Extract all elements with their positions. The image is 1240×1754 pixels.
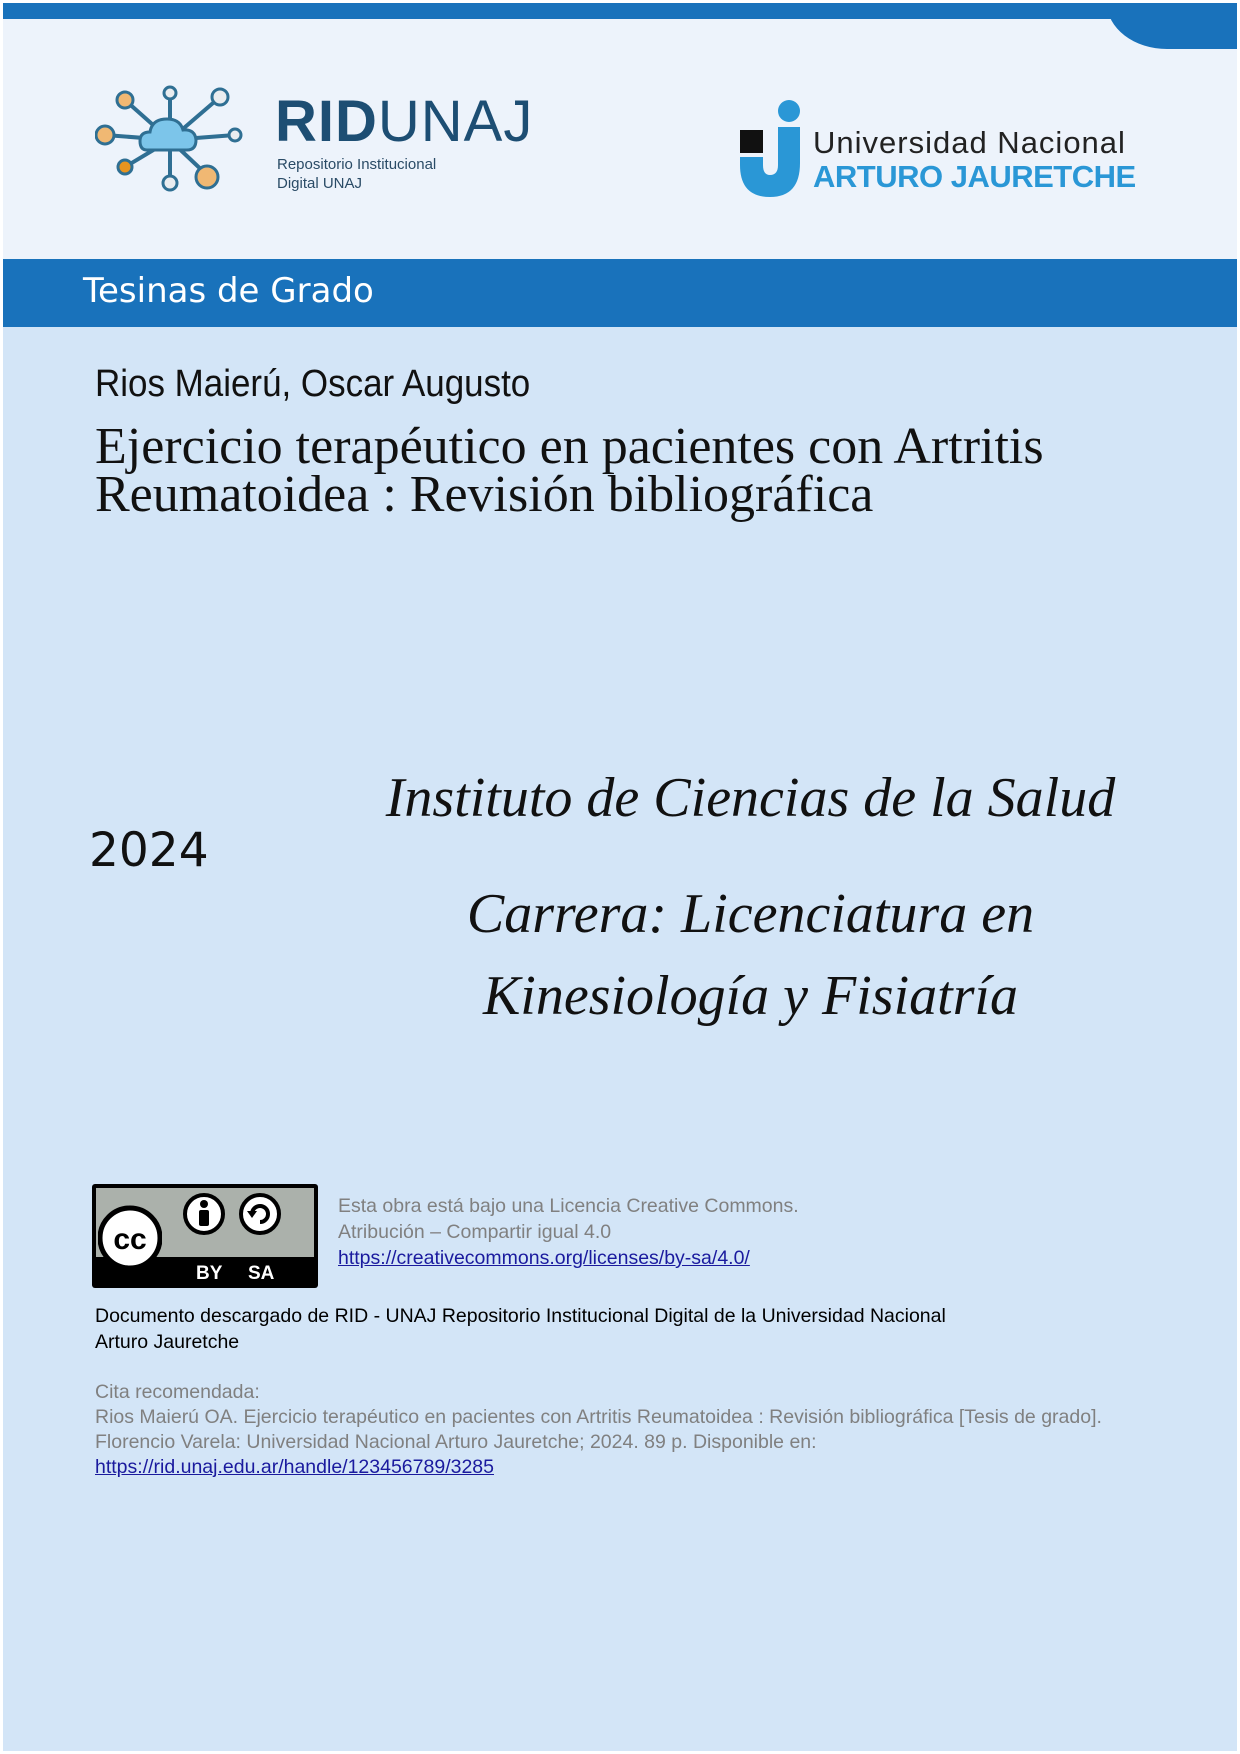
document-title: Ejercicio terapéutico en pacientes con Artritis Reumatoidea : Revisión bibliográfica <box>95 418 1044 523</box>
download-note: Documento descargado de RID - UNAJ Repositorio Institucional Digital de la Universidad Nacional Arturo Jauretche <box>95 1305 946 1353</box>
license-line2: Atribución – Compartir igual 4.0 <box>338 1221 612 1243</box>
cc-by-sa-badge[interactable] <box>92 1184 318 1288</box>
unaj-j-icon <box>738 99 804 199</box>
collection-label: Tesinas de Grado <box>83 271 374 311</box>
top-stripe <box>3 3 1237 19</box>
badge-by-label: BY <box>196 1263 223 1284</box>
rid-subtitle: Repositorio Institucional Digital UNAJ <box>277 156 437 192</box>
collection-banner <box>3 259 1237 327</box>
badge-sa-label: SA <box>248 1263 275 1284</box>
citation-heading: Cita recomendada: <box>95 1381 260 1403</box>
citation-text: Rios Maierú OA. Ejercicio terapéutico en pacientes con Artritis Reumatoidea : Revisión bibliográfica [Tesis de grado]. Florencio Varela: Universidad Nacional Arturo Jauretche; 2024. 89 p. Disponible en: <box>95 1406 1102 1453</box>
publication-year: 2024 <box>89 823 209 878</box>
recommended-citation <box>95 1380 1155 1480</box>
attribution-icon <box>182 1192 226 1236</box>
ridunaj-logo <box>95 85 534 215</box>
license-line1: Esta obra está bajo una Licencia Creative Commons. <box>338 1195 799 1217</box>
license-link[interactable]: https://creativecommons.org/licenses/by-sa/4.0/ <box>338 1247 750 1269</box>
top-corner-tab <box>1107 3 1237 49</box>
citation-link[interactable]: https://rid.unaj.edu.ar/handle/123456789/3285 <box>95 1456 494 1478</box>
cc-icon <box>98 1190 162 1286</box>
university-name-line2: ARTURO JAURETCHE <box>813 159 1136 194</box>
career-name: Carrera: Licenciatura en Kinesiología y Fisiatría <box>466 883 1035 1027</box>
author-name: Rios Maierú, Oscar Augusto <box>95 363 531 405</box>
share-alike-icon <box>238 1192 282 1236</box>
network-cloud-icon <box>95 85 245 195</box>
institute-name: Instituto de Ciencias de la Salud <box>385 767 1116 829</box>
header-band <box>3 3 1237 259</box>
license-notice <box>338 1193 799 1271</box>
rid-wordmark: RIDUNAJ <box>275 89 534 154</box>
svg-text:cc: cc <box>113 1223 147 1256</box>
unaj-logo <box>738 99 1158 209</box>
document-page <box>3 3 1237 1751</box>
university-name-line1: Universidad Nacional <box>813 125 1126 160</box>
